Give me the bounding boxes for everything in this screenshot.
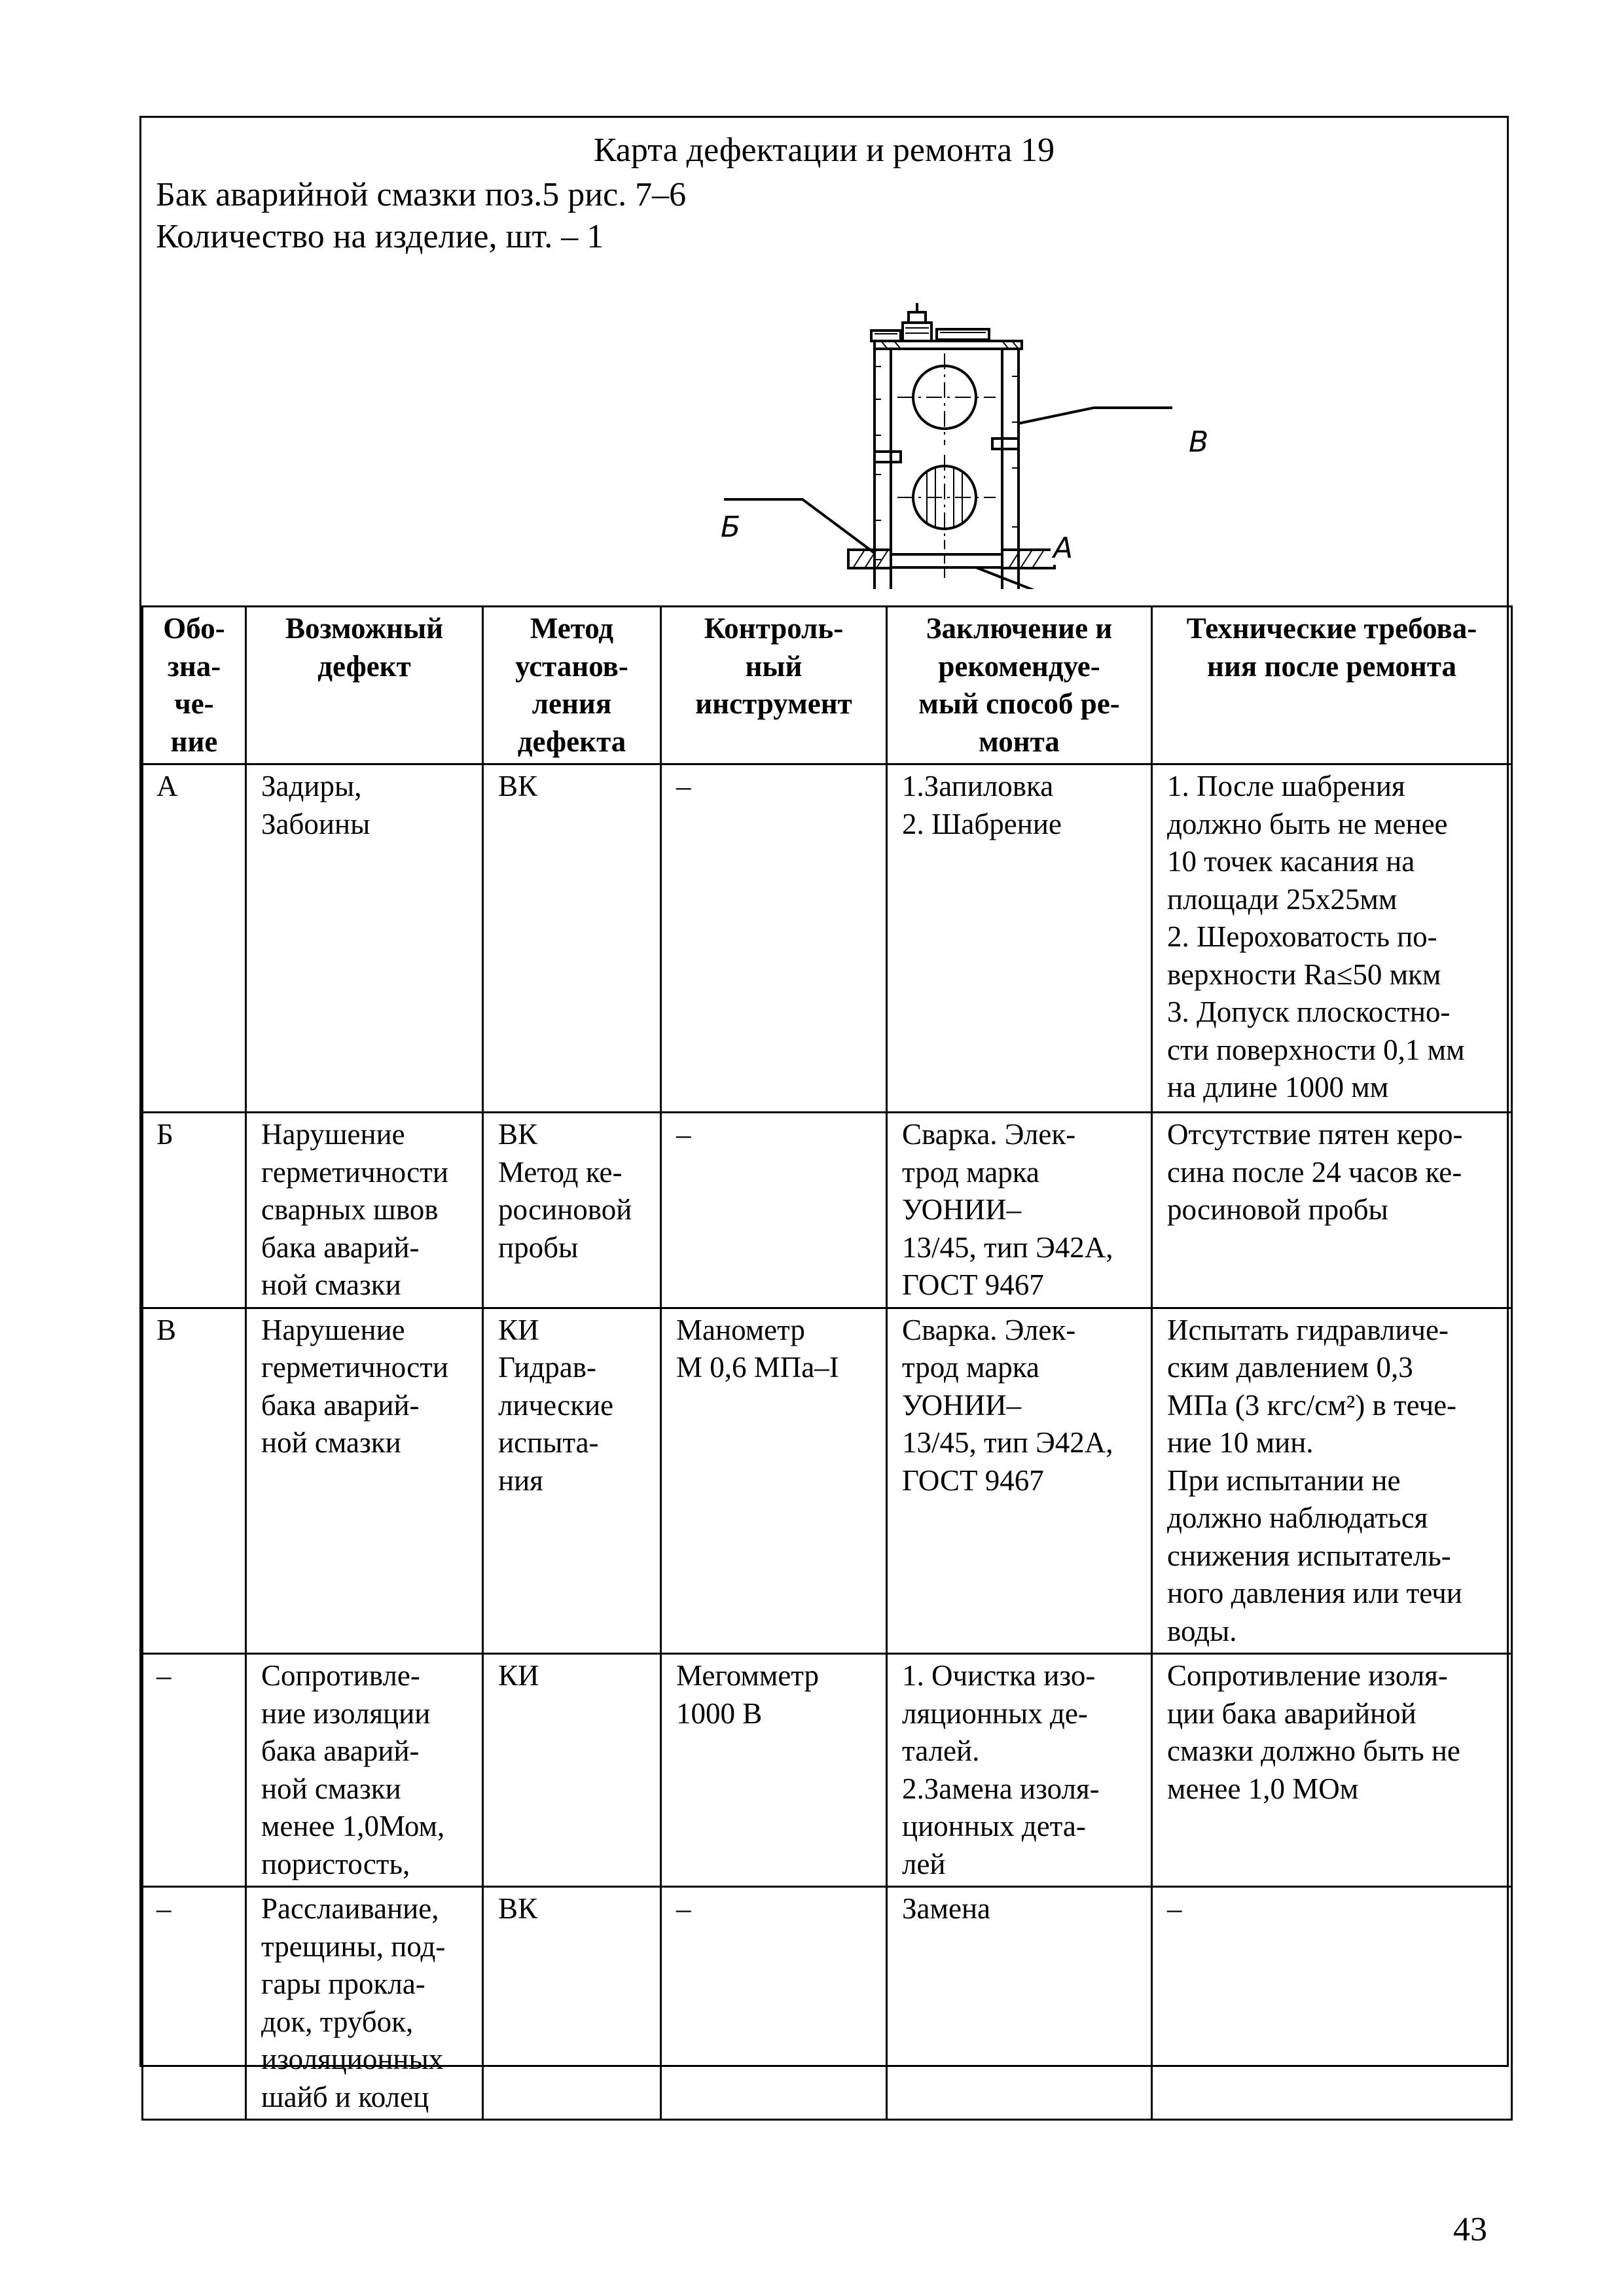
- col-header-requirements: Технические требова- ния после ремонта: [1152, 607, 1512, 764]
- col-header-tool: Контроль- ный инструмент: [661, 607, 887, 764]
- cell-method: ВК: [483, 1887, 661, 2120]
- table-row: [143, 764, 1512, 1113]
- cell-tool: Манометр М 0,6 МПа–I: [661, 1308, 887, 1654]
- table-row: [143, 1113, 1512, 1308]
- cell-code: А: [143, 764, 246, 1113]
- quantity-line: Количество на изделие, шт. – 1: [156, 218, 604, 255]
- table-row: [143, 1308, 1512, 1654]
- inner-bracket-right: [992, 439, 1019, 449]
- cell-conclusion: 1. Очистка изо- ляционных де- талей. 2.Замена изоля- ционных дета- лей: [887, 1654, 1152, 1887]
- cell-tool: –: [661, 1887, 887, 2120]
- cell-conclusion: Сварка. Элек- трод марка УОНИИ– 13/45, тип Э42А, ГОСТ 9467: [887, 1308, 1152, 1654]
- label-b: Б: [721, 511, 741, 544]
- col-header-defect: Возможный дефект: [246, 607, 483, 764]
- cell-conclusion: 1.Запиловка 2. Шабрение: [887, 764, 1152, 1113]
- cell-defect: Расслаивание, трещины, под- гары прокла- док, трубок, изоляционных шайб и колец: [246, 1887, 483, 2120]
- cell-tool: –: [661, 1113, 887, 1308]
- lid-plate: [871, 331, 901, 341]
- table-row: [143, 1887, 1512, 2120]
- card-title: Карта дефектации и ремонта 19: [593, 132, 1055, 169]
- cell-method: ВК: [483, 764, 661, 1113]
- cell-code: В: [143, 1308, 246, 1654]
- cell-code: –: [143, 1887, 246, 2120]
- cell-tool: Мегомметр 1000 В: [661, 1654, 887, 1887]
- cell-defect: Задиры, Забоины: [246, 764, 483, 1113]
- part-name: Бак аварийной смазки поз.5 рис. 7–6: [156, 176, 687, 213]
- cell-code: Б: [143, 1113, 246, 1308]
- cell-requirements: 1. После шабрения должно быть не менее 10 точек касания на площади 25х25мм 2. Шероховатость по- верхности Ra≤50 мкм 3. Допуск плоскостно- сти поверхности 0,1 мм на длине 1000 мм: [1152, 764, 1512, 1113]
- cell-method: ВК Метод ке- росиновой пробы: [483, 1113, 661, 1308]
- cell-requirements: –: [1152, 1887, 1512, 2120]
- cell-requirements: Сопротивление изоля- ции бака аварийной смазки должно быть не менее 1,0 МОм: [1152, 1654, 1512, 1887]
- lid-plate: [937, 329, 989, 340]
- leader-b: [724, 499, 875, 553]
- inner-bracket-left: [875, 452, 901, 462]
- cap-bolt: [909, 312, 926, 323]
- cell-code: –: [143, 1654, 246, 1887]
- defect-card-frame: [139, 116, 1509, 2113]
- label-v: В: [1189, 425, 1209, 459]
- tank-drawing: [544, 252, 1238, 589]
- cell-conclusion: Замена: [887, 1887, 1152, 2120]
- cell-requirements: Отсутствие пятен керо- сина после 24 часов ке- росиновой пробы: [1152, 1113, 1512, 1308]
- leader-a: [976, 567, 1221, 589]
- cell-defect: Нарушение герметичности бака аварий- ной смазки: [246, 1308, 483, 1654]
- cell-defect: Сопротивле- ние изоляции бака аварий- ной смазки менее 1,0Мом, пористость,: [246, 1654, 483, 1887]
- table-row: [143, 1654, 1512, 1887]
- col-header-method: Метод установ- ления дефекта: [483, 607, 661, 764]
- cell-requirements: Испытать гидравличе- ским давлением 0,3 МПа (3 кгс/см²) в тече- ние 10 мин. При испытании не должно наблюдаться снижения испытатель- ного давления или течи воды.: [1152, 1308, 1512, 1654]
- cell-method: КИ: [483, 1654, 661, 1887]
- table-header-row: [143, 607, 1512, 764]
- col-header-conclusion: Заключение и рекомендуе- мый способ ре- монта: [887, 607, 1152, 764]
- card-header: [141, 118, 1507, 605]
- cell-defect: Нарушение герметичности сварных швов бака аварий- ной смазки: [246, 1113, 483, 1308]
- label-a: А: [1051, 531, 1075, 565]
- cell-method: КИ Гидрав- лические испыта- ния: [483, 1308, 661, 1654]
- filler-cap: [903, 323, 931, 341]
- col-header-code: Обо- зна- че- ние: [143, 607, 246, 764]
- defect-table: [141, 605, 1513, 2121]
- page-number: 43: [1453, 2211, 1487, 2248]
- cell-tool: –: [661, 764, 887, 1113]
- cell-conclusion: Сварка. Элек- трод марка УОНИИ– 13/45, тип Э42А, ГОСТ 9467: [887, 1113, 1152, 1308]
- leader-v: [1019, 408, 1172, 423]
- bottom-plate: [891, 554, 1002, 567]
